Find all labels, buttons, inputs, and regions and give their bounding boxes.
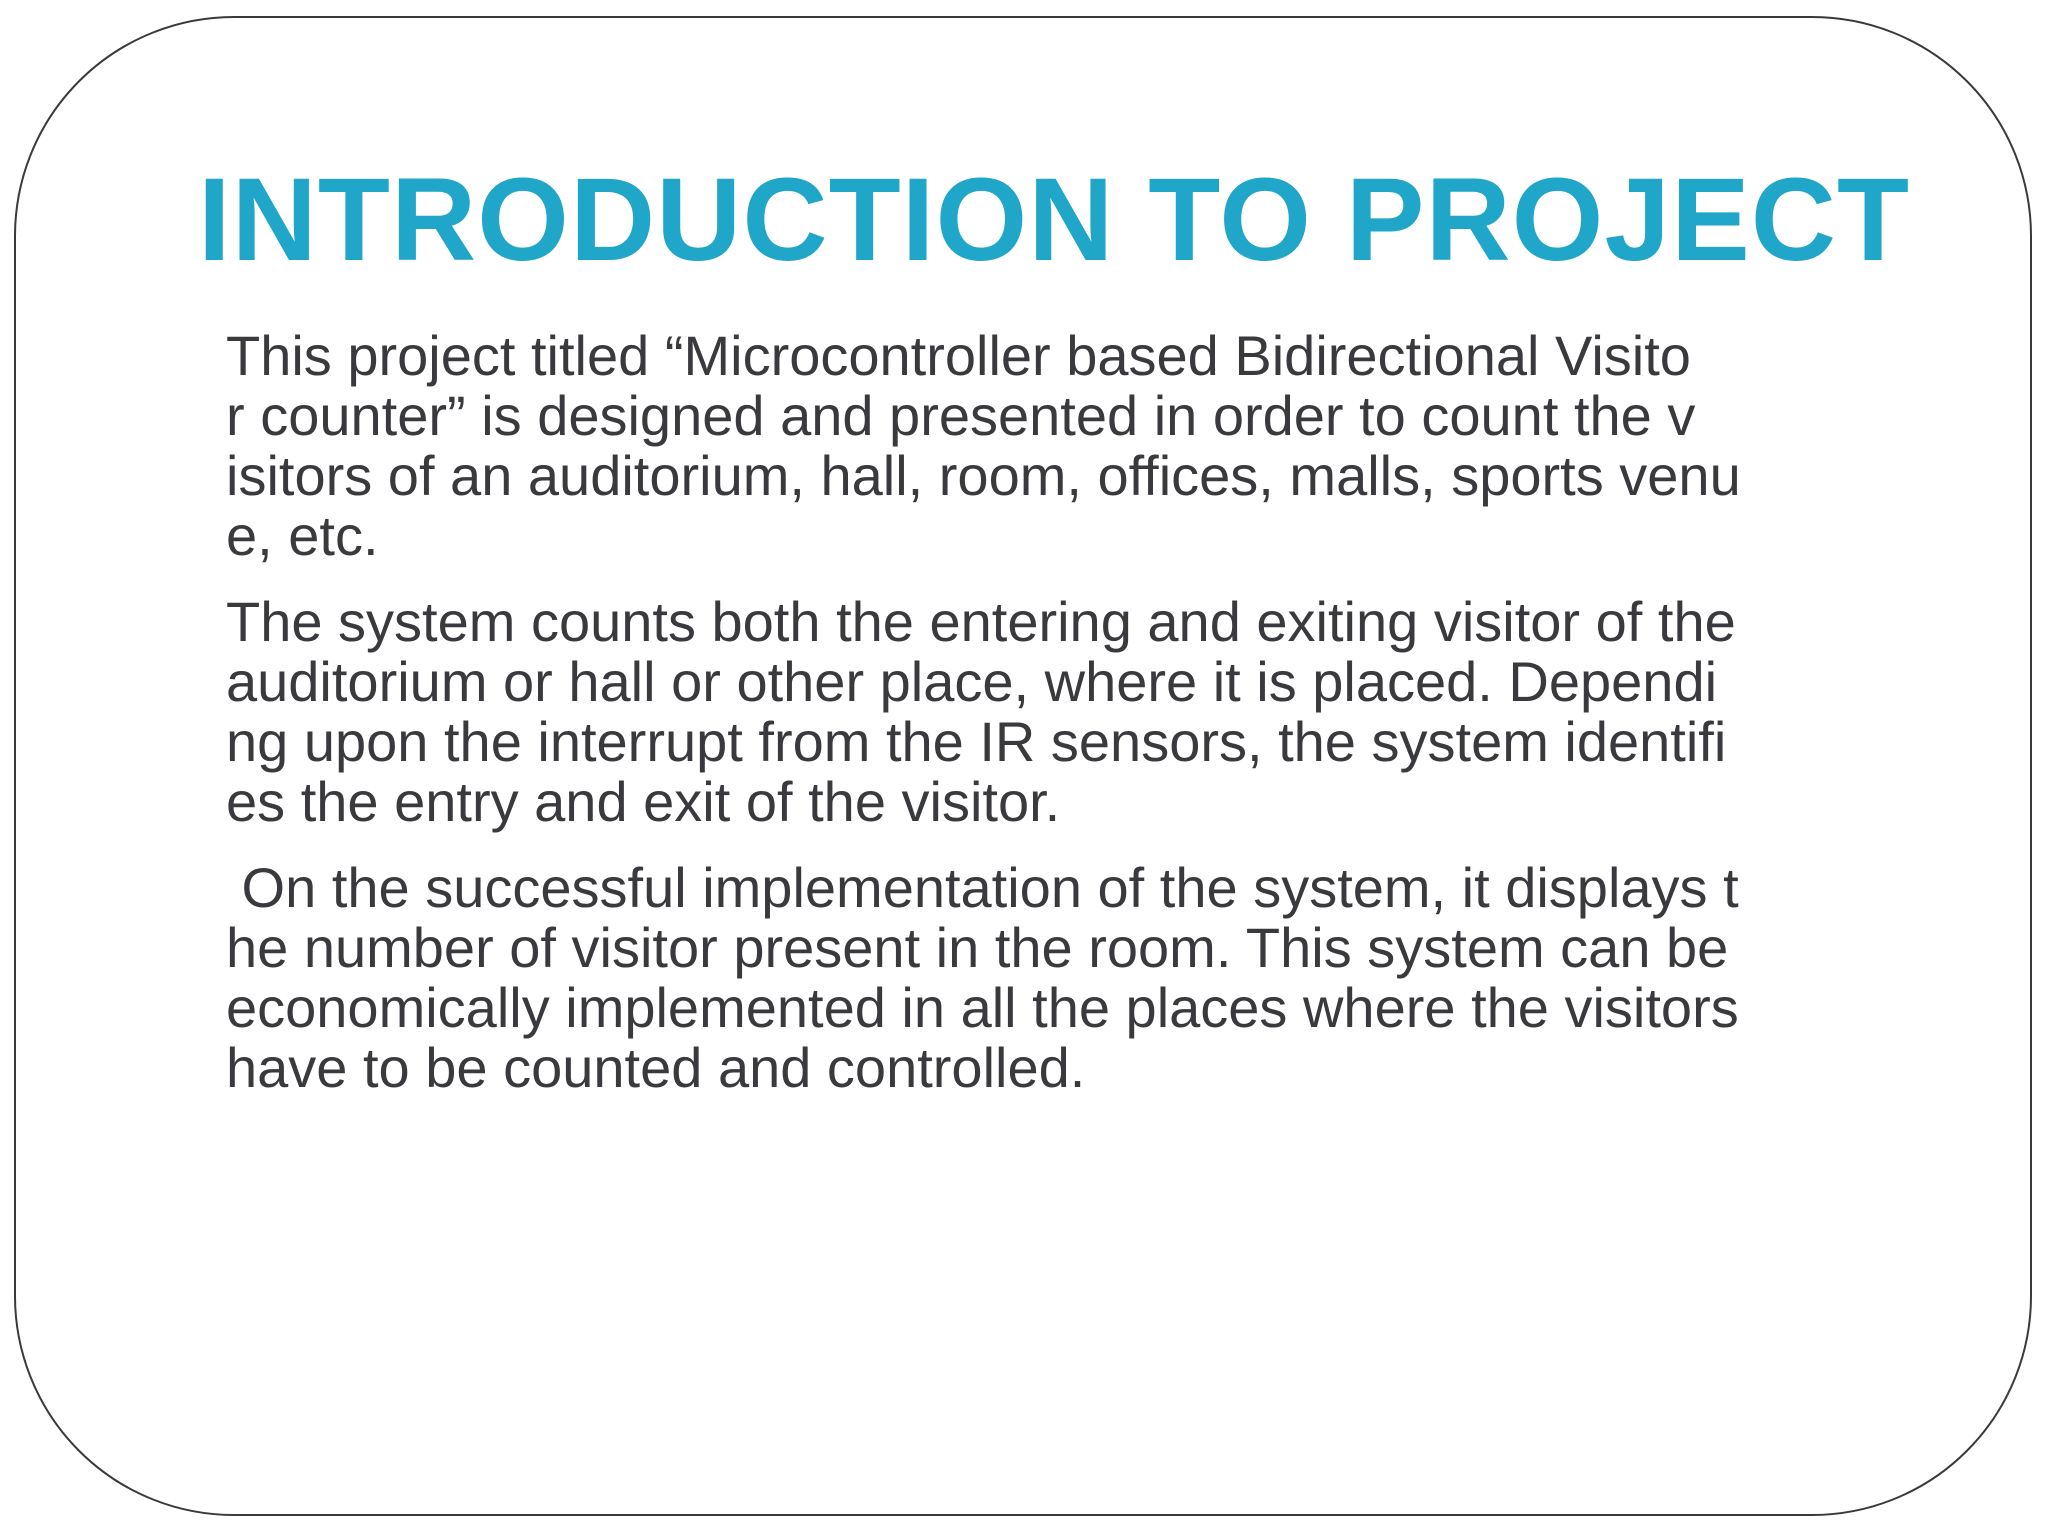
paragraph-line: r counter” is designed and presented in order to count the v: [226, 384, 1696, 447]
paragraph-line: es the entry and exit of the visitor.: [226, 770, 1061, 833]
paragraph-line: e, etc.: [226, 504, 379, 567]
paragraph-1: [226, 326, 1926, 566]
paragraph-line: isitors of an auditorium, hall, room, offices, malls, sports venu: [226, 444, 1741, 507]
paragraph-3: [226, 858, 1926, 1098]
paragraph-line: he number of visitor present in the room. This system can be: [226, 916, 1729, 979]
paragraph-2: [226, 592, 1926, 832]
slide-title: INTRODUCTION TO PROJECT: [197, 154, 1911, 286]
paragraph-line: This project titled “Microcontroller based Bidirectional Visito: [226, 324, 1691, 387]
paragraph-line: auditorium or hall or other place, where it is placed. Dependi: [226, 650, 1718, 713]
paragraph-line: ng upon the interrupt from the IR sensors, the system identifi: [226, 710, 1727, 773]
paragraph-line: economically implemented in all the places where the visitors: [226, 976, 1739, 1039]
paragraph-line: The system counts both the entering and exiting visitor of the: [226, 590, 1736, 653]
slide-body: [226, 326, 1926, 1124]
paragraph-line: On the successful implementation of the system, it displays t: [226, 856, 1739, 919]
paragraph-line: have to be counted and controlled.: [226, 1036, 1086, 1099]
